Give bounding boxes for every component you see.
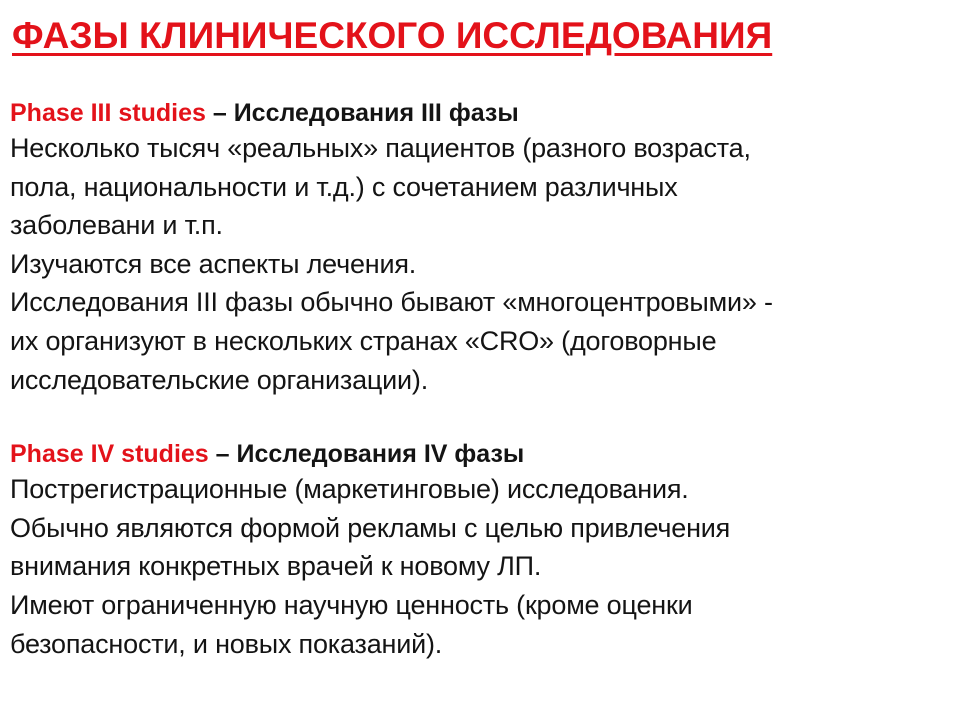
heading-english: Phase III studies bbox=[10, 99, 206, 127]
heading-russian: – Исследования IV фазы bbox=[208, 440, 525, 469]
text-line: заболевани и т.п. bbox=[10, 210, 223, 241]
section-heading bbox=[10, 439, 950, 470]
heading-english: Phase IV studies bbox=[10, 440, 209, 469]
text-line: Изучаются все аспекты лечения. bbox=[10, 248, 417, 279]
text-line: Несколько тысяч «реальных» пациентов (разного возраста, bbox=[10, 133, 751, 163]
section-phase-3 bbox=[10, 98, 950, 399]
slide-title: ФАЗЫ КЛИНИЧЕСКОГО ИССЛЕДОВАНИЯ bbox=[12, 15, 773, 56]
text-line: исследовательские организации). bbox=[10, 364, 429, 395]
text-line: пола, национальности и т.д.) с сочетанием различных bbox=[10, 171, 678, 202]
text-line: безопасности, и новых показаний). bbox=[10, 628, 443, 659]
section-phase-4 bbox=[10, 439, 950, 663]
text-line: Обычно являются формой рекламы с целью привлечения bbox=[10, 512, 731, 543]
text-line: внимания конкретных врачей к новому ЛП. bbox=[10, 551, 542, 582]
text-line: Имеют ограниченную научную ценность (кроме оценки bbox=[10, 589, 693, 620]
heading-russian: – Исследования III фазы bbox=[205, 99, 519, 127]
section-heading bbox=[10, 98, 950, 129]
text-line: Исследования III фазы обычно бывают «многоцентровыми» - bbox=[10, 287, 773, 318]
text-line: их организуют в нескольких странах «CRO» (договорные bbox=[10, 325, 717, 356]
text-line: Пострегистрационные (маркетинговые) исследования. bbox=[10, 474, 689, 505]
